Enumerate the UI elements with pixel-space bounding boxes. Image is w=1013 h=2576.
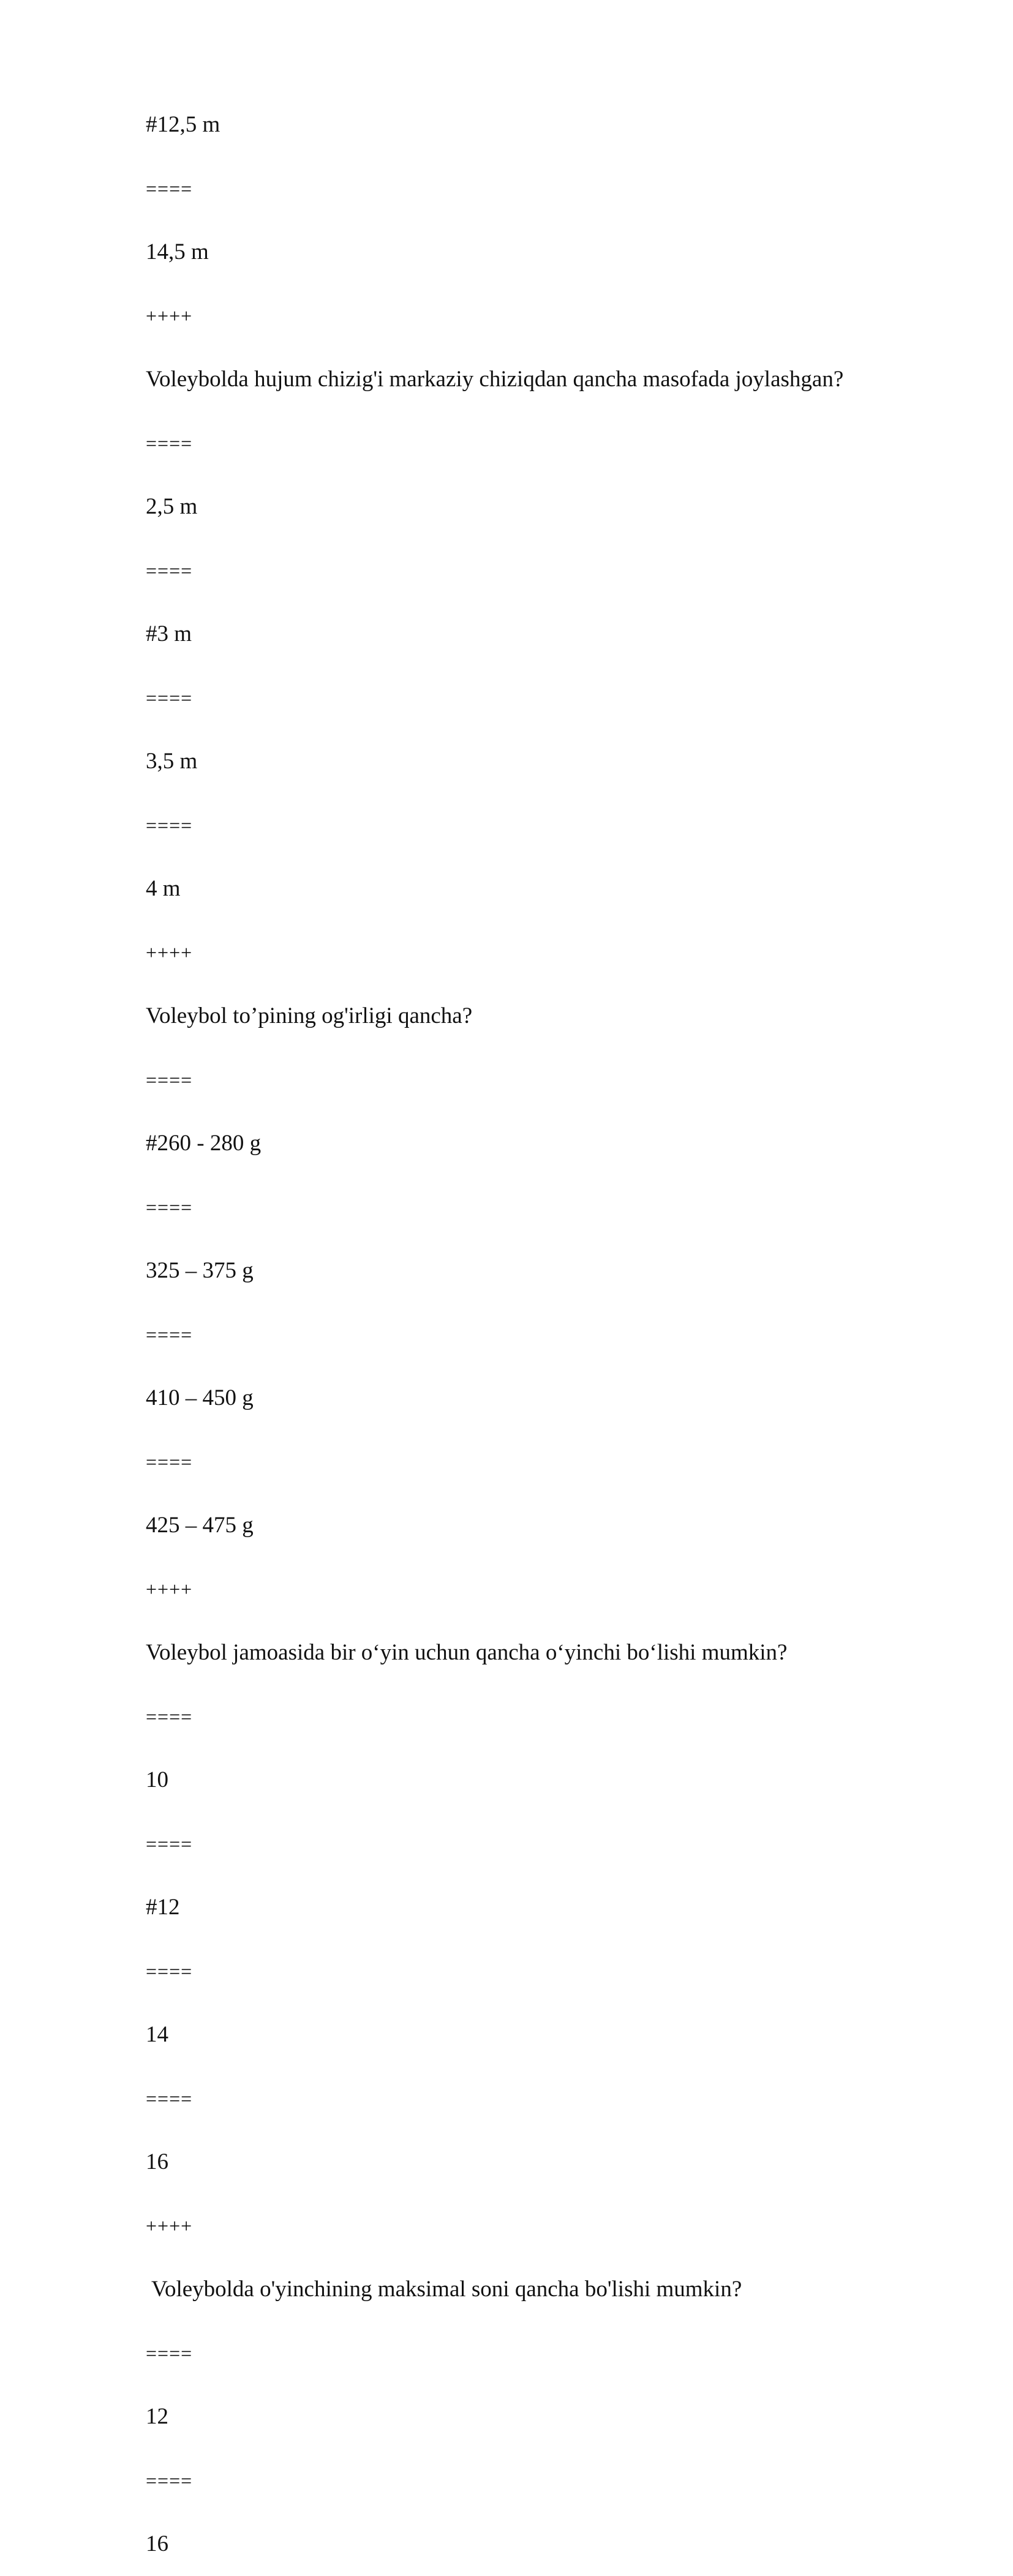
- answer-option: #260 - 280 g: [146, 1131, 262, 1156]
- separator-line: ++++: [146, 1578, 193, 1600]
- separator-line: ====: [146, 432, 193, 454]
- separator-line: ====: [146, 1196, 193, 1218]
- answer-option: 14,5 m: [146, 239, 209, 264]
- answer-option: #12,5 m: [146, 112, 220, 137]
- separator-line: ====: [146, 1451, 193, 1473]
- answer-option: 410 – 450 g: [146, 1385, 254, 1410]
- answer-option: #12: [146, 1895, 180, 1920]
- answer-option: 4 m: [146, 876, 181, 901]
- answer-option: 3,5 m: [146, 749, 198, 774]
- answer-option: 2,5 m: [146, 494, 198, 519]
- separator-line: ====: [146, 687, 193, 709]
- separator-line: ====: [146, 1324, 193, 1346]
- separator-line: ====: [146, 1833, 193, 1855]
- answer-option: 425 – 475 g: [146, 1513, 254, 1538]
- document-body: [146, 93, 917, 2576]
- separator-line: ====: [146, 1069, 193, 1091]
- answer-option: 325 – 375 g: [146, 1258, 254, 1283]
- answer-option: 16: [146, 2149, 168, 2174]
- answer-option: 14: [146, 2022, 168, 2047]
- separator-line: ====: [146, 2469, 193, 2492]
- answer-option: 12: [146, 2404, 168, 2429]
- separator-line: ====: [146, 560, 193, 582]
- answer-option: #3 m: [146, 621, 192, 646]
- separator-line: ====: [146, 1705, 193, 1728]
- question-text: Voleybolda o'yinchining maksimal soni qancha bo'lishi mumkin?: [151, 2277, 742, 2302]
- separator-line: ++++: [146, 305, 193, 327]
- question-text: Voleybol jamoasida bir o‘yin uchun qancha o‘yinchi bo‘lishi mumkin?: [146, 1640, 788, 1665]
- separator-line: ====: [146, 2342, 193, 2364]
- question-text: Voleybol to’pining og'irligi qancha?: [146, 1003, 473, 1028]
- answer-option: 10: [146, 1767, 168, 1792]
- separator-line: ====: [146, 178, 193, 200]
- answer-option: 16: [146, 2531, 168, 2556]
- separator-line: ++++: [146, 942, 193, 964]
- separator-line: ====: [146, 1960, 193, 1982]
- separator-line: ====: [146, 2087, 193, 2110]
- separator-line: ====: [146, 814, 193, 836]
- question-text: Voleybolda hujum chizig'i markaziy chiziqdan qancha masofada joylashgan?: [146, 367, 844, 392]
- separator-line: ++++: [146, 2215, 193, 2237]
